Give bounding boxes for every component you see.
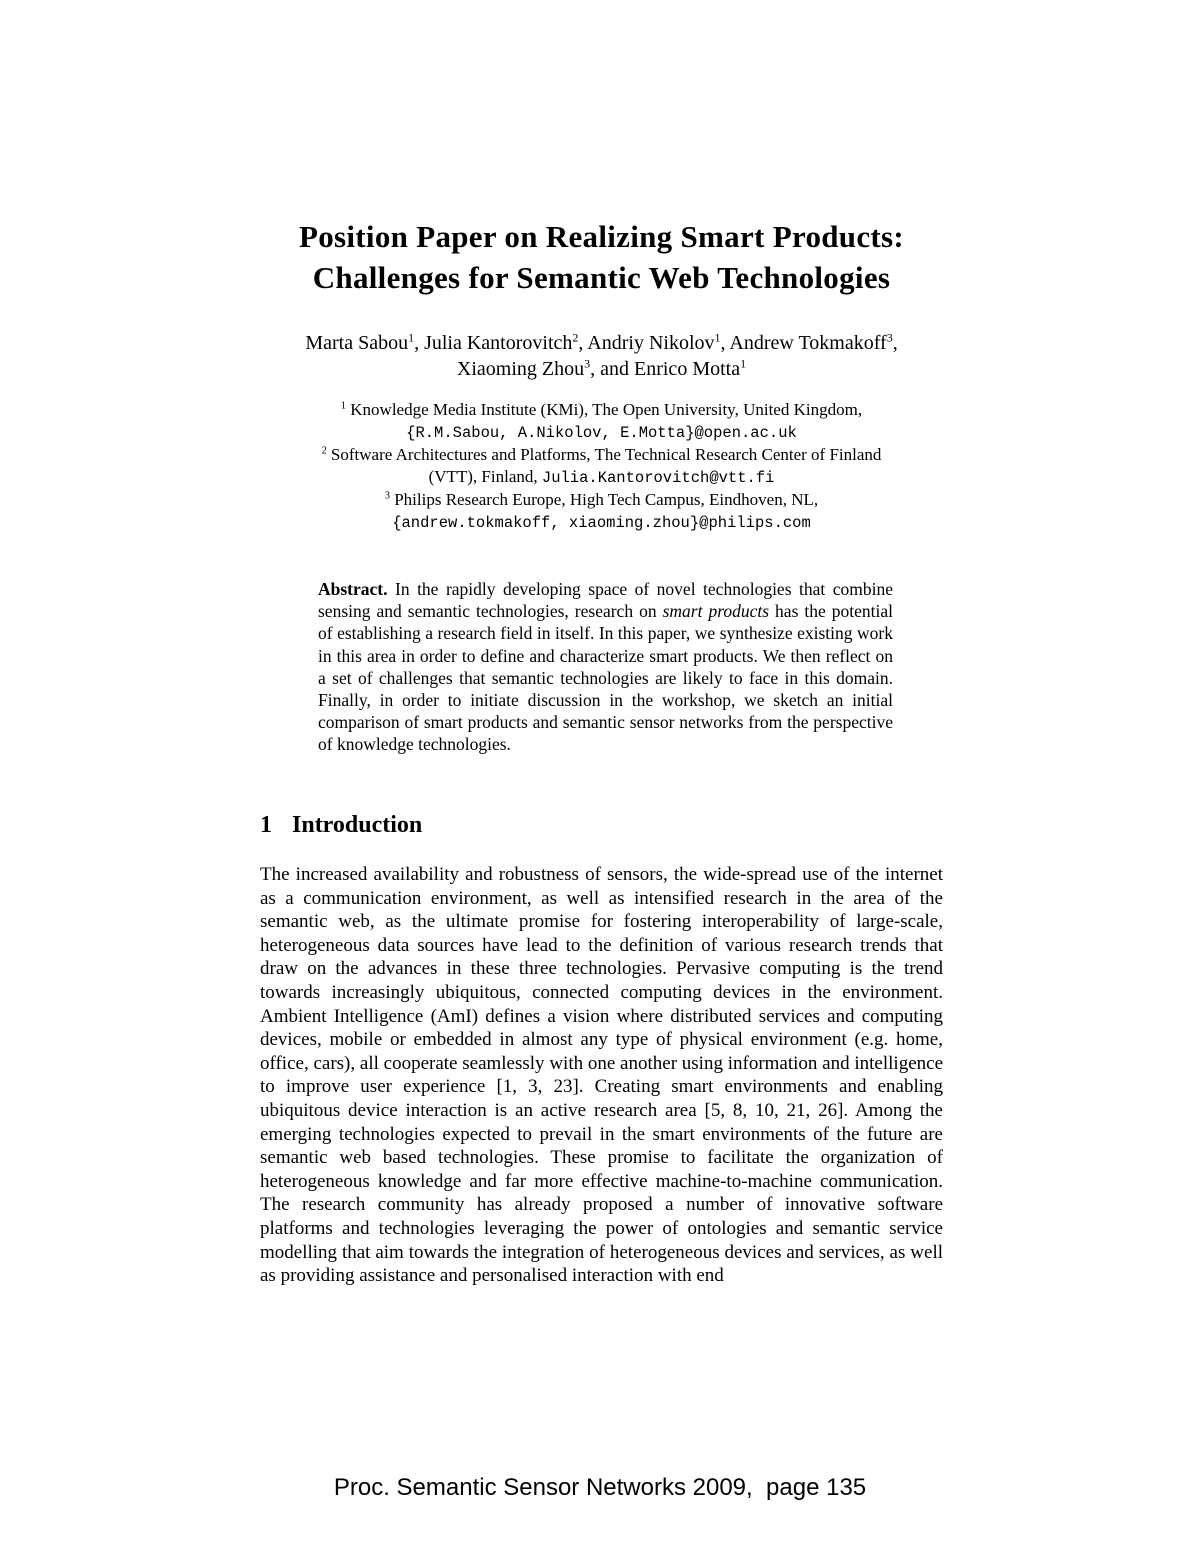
affiliation-marker: 3 (384, 490, 390, 502)
email-address: {andrew.tokmakoff, xiaoming.zhou}@philips.com (392, 513, 811, 532)
author-name: , Andriy Nikolov (578, 332, 715, 354)
author-name: , and Enrico Motta (590, 358, 741, 380)
author-name: Marta Sabou (305, 332, 409, 354)
affiliation-marker: 1 (340, 400, 347, 412)
abstract-text: In the rapidly developing space of novel technologies that combine sensing and semantic technologies, research on (318, 579, 893, 622)
affiliation-text: Philips Research Europe, High Tech Campus, Eindhoven, NL, (394, 490, 819, 510)
email-address: Julia.Kantorovitch@vtt.fi (541, 468, 775, 487)
abstract-text: has the potential of establishing a research field in itself. In this paper, we synthesize existing work in this area in order to define and characterize smart products. We then reflect on a set of challenges that semantic technologies are likely to face in this domain. Finally, in order to initiate discussion in the workshop, we sketch an initial comparison of smart products and semantic sensor networks from the perspective of knowledge technologies. (318, 601, 893, 755)
author-name: , Julia Kantorovitch (414, 332, 573, 354)
paper-title-line-1: Position Paper on Realizing Smart Products: (298, 219, 905, 254)
affiliation-text: Software Architectures and Platforms, The Technical Research Center of Finland (330, 445, 882, 465)
affiliation-1 (260, 399, 943, 421)
section-heading-introduction (260, 812, 943, 839)
author-name: Xiaoming Zhou (456, 358, 585, 380)
author-affil-ref: 1 (408, 330, 415, 345)
abstract (318, 578, 893, 756)
abstract-italic-term: smart products (662, 601, 770, 622)
author-name: , Andrew Tokmakoff (720, 332, 887, 354)
affiliation-text: (VTT), Finland, (428, 466, 542, 486)
author-list (260, 330, 943, 382)
footer-citation: Proc. Semantic Sensor Networks 2009, page 135 (333, 1474, 867, 1501)
author-affil-ref: 1 (740, 356, 747, 371)
paper-title-line-2: Challenges for Semantic Web Technologies (312, 260, 891, 295)
email-address: {R.M.Sabou, A.Nikolov, E.Motta}@open.ac.uk (406, 423, 797, 442)
author-affil-ref: 3 (584, 356, 591, 371)
affiliation-3-email (260, 511, 943, 535)
author-line-1 (260, 330, 943, 356)
section-number: 1 (260, 812, 272, 838)
intro-paragraph: The increased availability and robustness of sensors, the wide-spread use of the internet as a communication environment, as well as intensified research in the area of the semantic web, as the ultimate promise for fostering interoperability of large-scale, heterogeneous data sources have lead to the definition of various research trends that draw on the advances in these three technologies. Pervasive computing is the trend towards increasingly ubiquitous, connected computing devices in the environment. Ambient Intelligence (AmI) defines a vision where distributed services and computing devices, mobile or embedded in almost any type of physical environment (e.g. home, office, cars), all cooperate seamlessly with one another using information and intelligence to improve user experience [1, 3, 23]. Creating smart environments and enabling ubiquitous device interaction is an active research area [5, 8, 10, 21, 26]. Among the emerging technologies expected to prevail in the smart environments of the future are semantic web based technologies. These promise to facilitate the organization of heterogeneous knowledge and far more effective machine-to-machine communication. The research community has already proposed a number of innovative software platforms and technologies leveraging the power of ontologies and semantic service modelling that aim towards the integration of heterogeneous devices and services, as well as providing assistance and personalised interaction with end (260, 864, 943, 1287)
affiliations-block (260, 399, 943, 535)
section-title: Introduction (292, 812, 423, 838)
author-affil-ref: 3 (886, 330, 893, 345)
abstract-label: Abstract. (318, 579, 388, 599)
author-separator: , (892, 332, 898, 354)
affiliation-text: Knowledge Media Institute (KMi), The Open University, United Kingdom, (350, 400, 863, 419)
affiliation-2 (260, 444, 943, 466)
paper-title (260, 216, 943, 298)
affiliation-marker: 2 (321, 445, 327, 457)
affiliation-3 (260, 489, 943, 511)
affiliation-1-email (260, 421, 943, 445)
author-line-2 (260, 356, 943, 382)
affiliation-2-email (260, 466, 943, 490)
author-affil-ref: 2 (572, 330, 579, 345)
author-affil-ref: 1 (714, 330, 721, 345)
